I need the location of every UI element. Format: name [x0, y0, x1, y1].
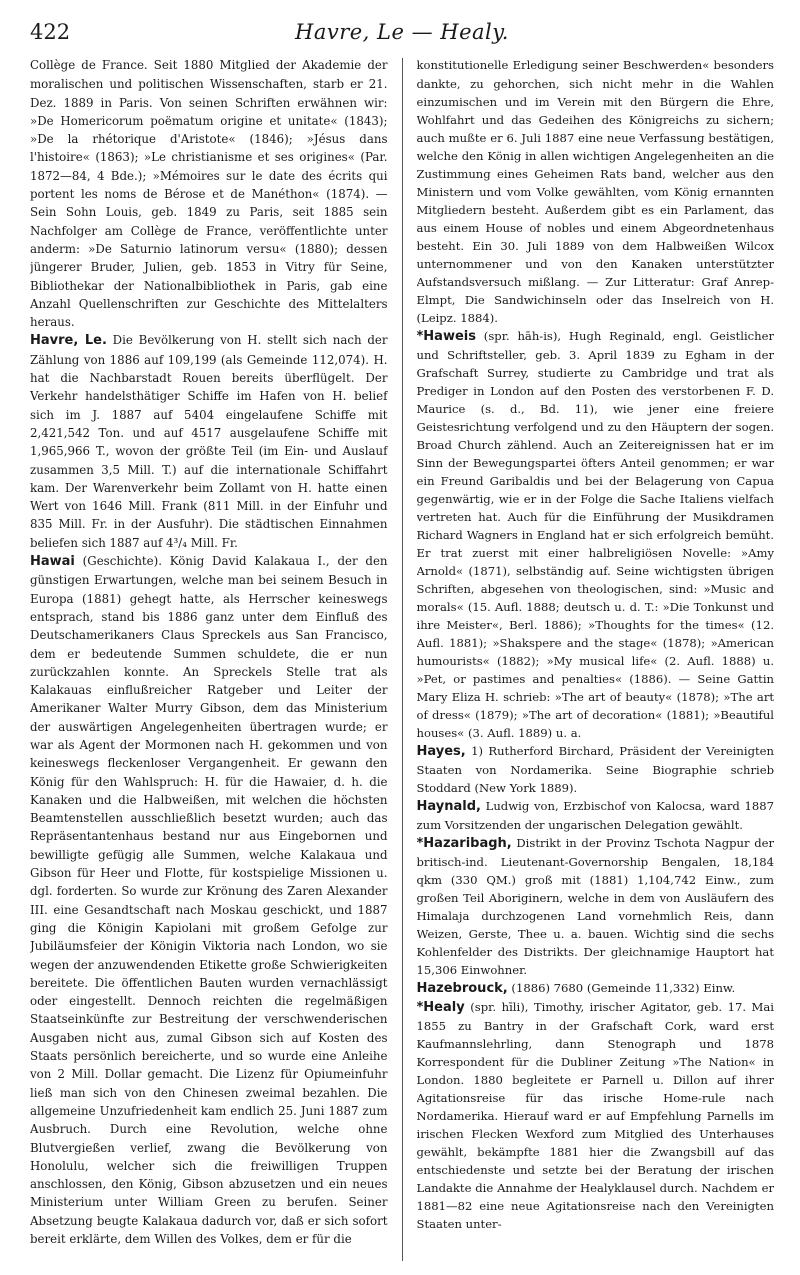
entry-headword: Hazebrouck, — [416, 981, 508, 996]
column-divider — [402, 58, 403, 1261]
entry — [417, 834, 775, 979]
entry — [417, 56, 775, 327]
entry — [417, 979, 775, 998]
entry-text: Ludwig von, Erzbischof von Kalocsa, ward 1887 zum Vorsitzenden der ungarischen Delegation gewählt. — [416, 799, 775, 832]
entry-headword: Havre, Le. — [30, 333, 107, 349]
entry-headword: Hawai — [30, 554, 75, 570]
entry-text: (Geschichte). König David Kalakaua I., der den günstigen Erwartungen, welche man bei seinem Besuch in Europa (1881) gehegt hatte, als Herrscher keineswegs entsprach, stand bis 1886 ganz unter dem Einfluß des Deutschamerikaners Claus Spreckels aus San Francisco, dem er bedeutende Summen schuldete, die er nun zurückzahlen konnte. An Spreckels Stelle trat als Kalakauas einflußreicher Ratgeber und Leiter der Amerikaner Walter Murry Gibson, dem das Ministerium der auswärtigen Angelegenheiten übertragen wurde; er war als Agent der Mormonen nach H. gekommen und von keineswegs fleckenloser Vergangenheit. Er gewann den König für den Wahlspruch: H. für die Hawaier, d. h. die Kanaken und die Halbweißen, mit welchen die höchsten Beamtenstellen ausschließlich besetzt wurden; auch das Repräsentantenhaus bestand nur aus Eingebornen und bewilligte gefügig alle Summen, welche Kalakaua und Gibson für Heer und Flotte, für kostspielige Missionen u. dgl. forderten. So wurde zur Krönung des Zaren Alexander III. eine Gesandtschaft nach Moskau geschickt, und 1887 ging die Königin Kapiolani mit großem Gefolge zur Jubiläumsfeier der Königin Viktoria nach London, wo sie wegen der anzuwendenden Etikette große Schwierigkeiten bereitete. Die öffentlichen Bauten wurden vernachlässigt oder eingestellt. Dennoch reichten die regelmäßigen Staatseinkünfte zur Bestreitung der verschwenderischen Ausgaben nicht aus, zumal Gibson sich auf Kosten des Staats persönlich bereicherte, und so wurde eine Anleihe von 2 Mill. Dollar gemacht. Die Lizenz für Opiumeinfuhr ließ man sich von den Chinesen zweimal bezahlen. Die allgemeine Unzufriedenheit kam endlich 25. Juni 1887 zum Ausbruch. Durch eine Revolution, welche ohne Blutvergießen verlief, zwang die Bevölkerung von Honolulu, welcher sich die freiwilligen Truppen anschlossen, den König, Gibson abzusetzen und ein neues Ministerium unter William Green zu berufen. Seiner Absetzung beugte Kalakaua dadurch vor, daß er sich sofort bereit erklärte, dem Willen des Volkes, dem er für die — [30, 554, 388, 1246]
entry — [417, 797, 775, 834]
entry-text: (1886) 7680 (Gemeinde 11,332) Einw. — [511, 981, 736, 995]
entry-text: konstitutionelle Erledigung seiner Beschwerden« besonders dankte, zu gehorchen, sich nicht mehr in die Wahlen einzumischen und im Verein mit den Bürgern die Ehre, Wohlfahrt und das Gedeihen des Königreichs zu sichern; auch mußte er 6. Juli 1887 eine neue Verfassung bestätigen, welche den König in allen wichtigen Angelegenheiten an die Zustimmung eines Geheimen Rats band, welcher aus den Ministern und vom Volke gewählten, vom König ernannten Mitgliedern besteht. Außerdem gibt es ein Parlament, das aus einem House of nobles und einem Abgeordnetenhaus besteht. Ein 30. Juli 1889 von dem Halbweißen Wilcox unternommener und von den Kanaken unterstützter Aufstandsversuch mißlang. — Zur Litteratur: Graf Anrep-Elmpt, Die Sandwichinseln oder das Inselreich von H. (Leipz. 1884). — [416, 58, 775, 325]
entry-text: 1) Rutherford Birchard, Präsident der Vereinigten Staaten von Nordamerika. Seine Biographie schrieb Stoddard (New York 1889). — [416, 744, 775, 795]
entry — [417, 327, 775, 742]
entry-text: (spr. hāh-is), Hugh Reginald, engl. Geistlicher und Schriftsteller, geb. 3. April 1839 zu Egham in der Grafschaft Surrey, studierte zu Cambridge und trat als Prediger in London auf den Posten des verstorbenen F. D. Maurice (s. d., Bd. 11), wie jener eine freiere Geistesrichtung verfolgend und zu den Häuptern der sogen. Broad Church zählend. Auch an Zeitereignissen hat er im Sinn der Bewegungspartei öfters Anteil genommen; er war ein Freund Garibaldis und bei der Belagerung von Capua gegenwärtig, wie er in der Folge die Sache Italiens vielfach vertreten hat. Auch für die Einführung der Musikdramen Richard Wagners in England hat er sich erfolgreich bemüht. Er trat zuerst mit einer halbreligiösen Novelle: »Amy Arnold« (1871), selbständig auf. Seine wichtigsten übrigen Schriften, abgesehen von theologischen, sind: »Music and morals« (15. Aufl. 1888; deutsch u. d. T.: »Die Tonkunst und ihre Meister«, Berl. 1886); »Thoughts for the times« (12. Aufl. 1881); »Shakspere and the stage« (1878); »American humourists« (1882); »My musical life« (2. Aufl. 1888) u. »Pet, or pastimes and penalties« (1886). — Seine Gattin Mary Eliza H. schrieb: »The art of beauty« (1878); »The art of dress« (1879); »The art of decoration« (1881); »Beautiful houses« (3. Aufl. 1889) u. a. — [416, 329, 775, 740]
entry-text: Collège de France. Seit 1880 Mitglied der Akademie der moralischen und politischen Wissenschaften, starb er 21. Dez. 1889 in Paris. Von seinen Schriften erwähnen wir: »De Homericorum poëmatum origine et unitate« (1843); »De la rhétorique d'Aristote« (1846); »Jésus dans l'histoire« (1863); »Le christianisme et ses origines« (Par. 1872—84, 4 Bde.); »Mémoires sur le date des écrits qui portent les noms de Bérose et de Manéthon« (1874). — Sein Sohn Louis, geb. 1849 zu Paris, seit 1885 sein Nachfolger am Collège de France, veröffentlichte unter anderm: »De Saturnio latinorum versu« (1880); dessen jüngerer Bruder, Julien, geb. 1853 in Vitry für Seine, Bibliothekar der Nationalbibliothek in Paris, gab eine Anzahl Quellenschriften zur Geschichte des Mittelalters heraus. — [30, 58, 388, 330]
right-column — [417, 56, 775, 1261]
page-header — [30, 12, 774, 56]
entry-headword: *Hazaribagh, — [416, 836, 512, 851]
entry — [30, 331, 388, 552]
entry — [417, 742, 775, 797]
entry-headword: Haynald, — [416, 799, 481, 814]
entry — [30, 56, 388, 331]
text-columns — [30, 56, 774, 1261]
entry — [417, 998, 775, 1233]
entry-text: Die Bevölkerung von H. stellt sich nach der Zählung von 1886 auf 109,199 (als Gemeinde 112,074). H. hat die Nachbarstadt Rouen bereits überflügelt. Der Verkehr handelsthätiger Schiffe im Hafen von H. belief sich im J. 1887 auf 5404 eingelaufene Schiffe mit 2,421,542 Ton. und auf 4517 ausgelaufene Schiffe mit 1,965,966 T., wovon der größte Teil (im Ein- und Auslauf zusammen 3,5 Mill. T.) auf die internationale Schiffahrt kam. Der Warenverkehr beim Zollamt von H. hatte einen Wert von 1646 Mill. Frank (811 Mill. in der Einfuhr und 835 Mill. Fr. in der Ausfuhr). Die städtischen Einnahmen beliefen sich 1887 auf 4³/₄ Mill. Fr. — [30, 333, 388, 550]
entry-headword: Hayes, — [416, 744, 466, 759]
page-number: 422 — [30, 20, 71, 44]
entry-headword: *Healy — [416, 1000, 465, 1015]
entry — [30, 552, 388, 1248]
left-column — [30, 56, 388, 1261]
entry-text: Distrikt in der Provinz Tschota Nagpur der britisch-ind. Lieutenant-Governorship Bengalen, 18,184 qkm (330 QM.) groß mit (1881) 1,104,742 Einw., zum großen Teil Aboriginern, welche in dem von Ausläufern des Himalaja durchzogenen Land vornehmlich Reis, dann Weizen, Gerste, Thee u. a. bauen. Wichtig sind die sechs Kohlenfelder des Distrikts. Der gleichnamige Hauptort hat 15,306 Einwohner. — [416, 836, 775, 977]
entry-text: (spr. hīli), Timothy, irischer Agitator, geb. 17. Mai 1855 zu Bantry in der Grafschaft Cork, ward erst Kaufmannslehrling, dann Stenograph und 1878 Korrespondent für die Dubliner Zeitung »The Nation« in London. 1880 begleitete er Parnell u. Dillon auf ihrer Agitationsreise für das irische Home-rule nach Nordamerika. Hierauf ward er auf Empfehlung Parnells im irischen Flecken Wexford zum Mitglied des Unterhauses gewählt, bekämpfte 1881 hier die Zwangsbill auf das entschiedenste und setzte bei der Beratung der irischen Landakte die Annahme der Healyklausel durch. Nachdem er 1881—82 eine neue Agitationsreise nach den Vereinigten Staaten unter- — [416, 1000, 775, 1231]
entry-headword: *Haweis — [416, 329, 476, 344]
running-head: Havre, Le — Healy. — [295, 20, 509, 44]
